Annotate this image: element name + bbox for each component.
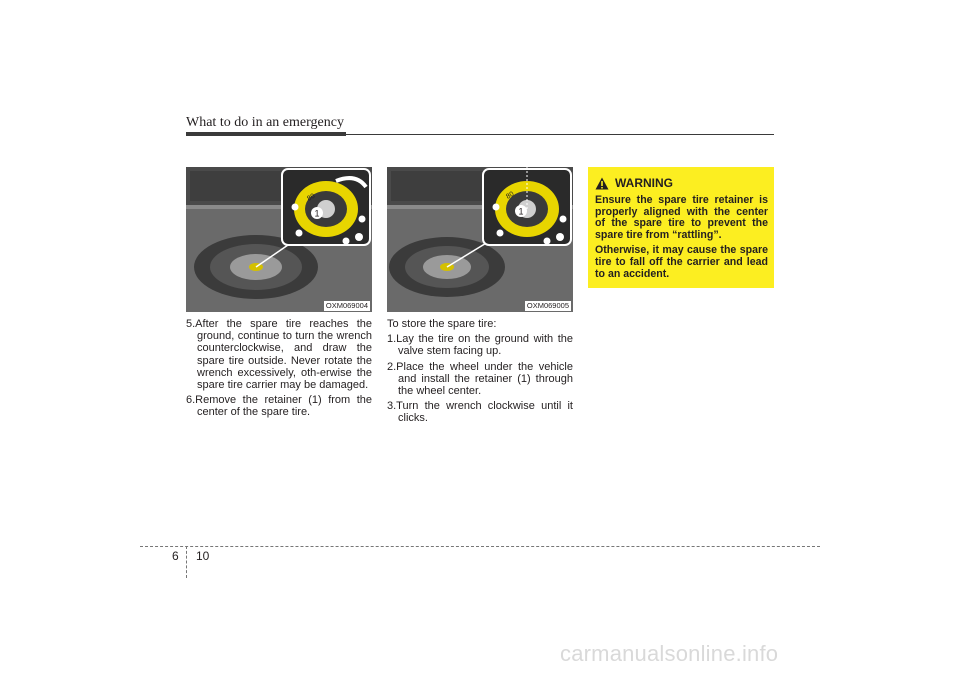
footer-divider (186, 546, 187, 578)
footer-rule (140, 546, 820, 547)
tire-size-badge: 80 (505, 190, 516, 201)
store-step-2: 2.Place the wheel under the vehicle and install the retainer (1) through the wheel center. (387, 360, 573, 398)
store-intro: To store the spare tire: (387, 318, 497, 330)
warning-paragraph: Ensure the spare tire retainer is properly aligned with the center of the spare tire to prevent the spare tire from “rattling”. (595, 194, 768, 241)
step-5: 5.After the spare tire reaches the ground, continue to turn the wrench counterclockwise, and draw the spare tire outside. Never rotate the wrench excessively, oth-erwise the spare tire carrier may be damaged. (186, 318, 372, 392)
page-header-title: What to do in an emergency (186, 115, 344, 130)
column-1-text (186, 318, 372, 422)
spare-tire-illustration (387, 167, 573, 312)
figure-caption: OXM069005 (526, 301, 569, 310)
store-step-3: 3.Turn the wrench clockwise until it clicks. (387, 400, 573, 425)
warning-header (595, 176, 768, 190)
figure-caption: OXM069004 (325, 301, 368, 310)
chapter-number: 6 (172, 549, 179, 563)
step-6: 6.Remove the retainer (1) from the center of the spare tire. (186, 394, 372, 419)
watermark: carmanualsonline.info (560, 641, 779, 666)
warning-paragraph: Otherwise, it may cause the spare tire to fall off the carrier and lead to an accident. (595, 244, 768, 280)
page-number: 10 (196, 549, 210, 563)
warning-title: WARNING (615, 176, 673, 190)
warning-box (588, 167, 774, 288)
callout-number: 1 (314, 208, 320, 219)
figure-spare-tire-store (387, 167, 573, 312)
spare-tire-illustration (186, 167, 372, 312)
callout-number: 1 (518, 206, 524, 217)
column-2-text (387, 318, 573, 428)
store-step-1: 1.Lay the tire on the ground with the valve stem facing up. (387, 333, 573, 358)
warning-triangle-icon (595, 177, 609, 190)
figure-spare-tire-remove (186, 167, 372, 312)
tire-size-badge: 80 (306, 192, 317, 203)
header-rule (186, 134, 774, 135)
